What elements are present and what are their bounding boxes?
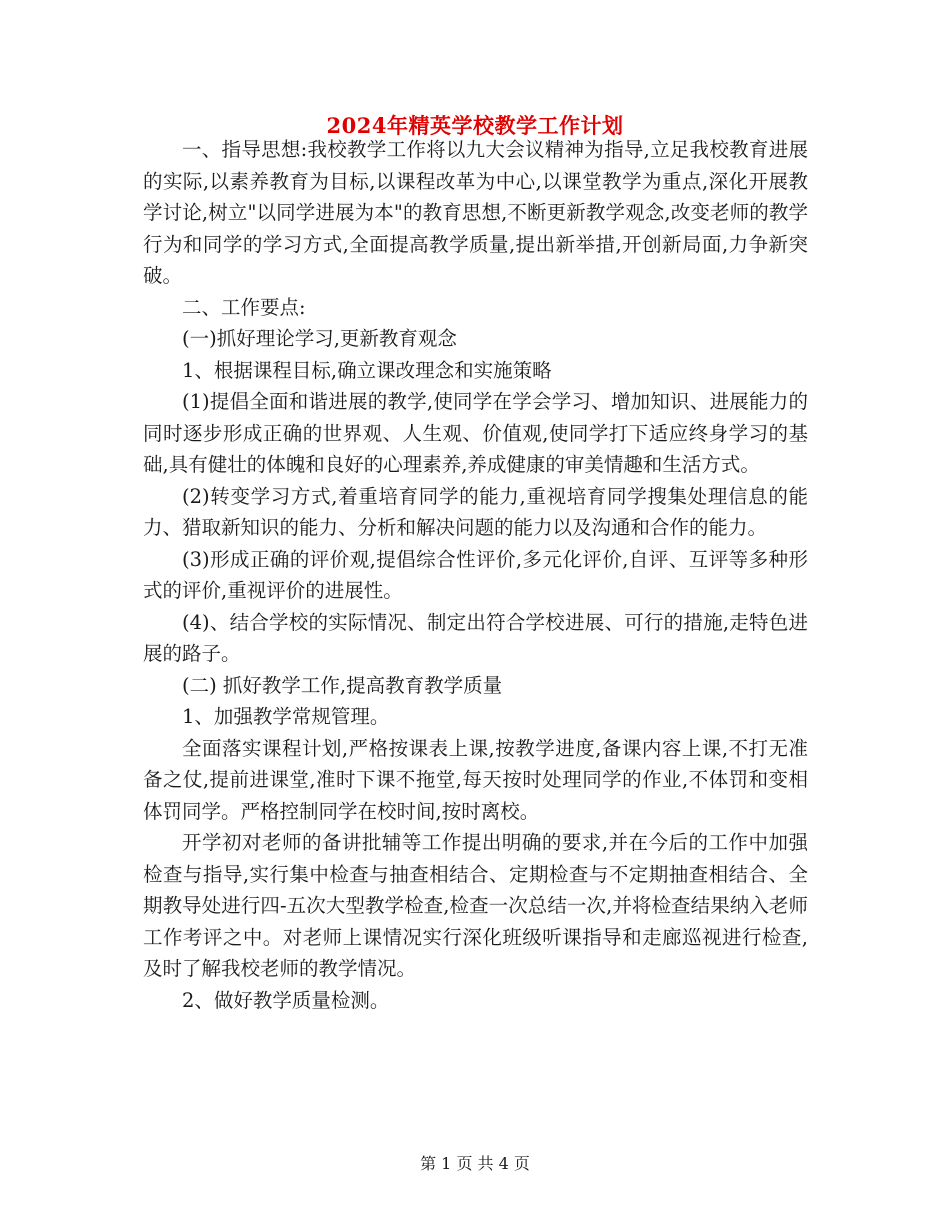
heading-item-1: 1、根据课程目标,确立课改理念和实施策略 <box>182 358 552 382</box>
heading-item-2-2: 2、做好教学质量检测。 <box>182 988 390 1012</box>
page-footer <box>0 1152 950 1176</box>
page-number: 第 1 页 共 4 页 <box>420 1154 530 1173</box>
paragraph-item-1-1: (1)提倡全面和谐进展的教学,使同学在学会学习、增加知识、进展能力的同时逐步形成正确的世界观、人生观、价值观,使同学打下适应终身学习的基础,具有健壮的体魄和良好的心理素养,养成健康的审美情趣和生活方式。 <box>143 390 808 476</box>
paragraph-guiding-ideology: 一、指导思想:我校教学工作将以九大会议精神为指导,立足我校教育进展的实际,以素养教育为目标,以课程改革为中心,以课堂教学为重点,深化开展教学讨论,树立"以同学进展为本"的教育思想,不断更新教学观念,改变老师的教学行为和同学的学习方式,全面提高教学质量,提出新举措,开创新局面,力争新突破。 <box>143 138 808 287</box>
paragraph-item-1-2: (2)转变学习方式,着重培育同学的能力,重视培育同学搜集处理信息的能力、猎取新知识的能力、分析和解决问题的能力以及沟通和合作的能力。 <box>143 484 808 539</box>
heading-section-1: (一)抓好理论学习,更新教育观念 <box>182 327 457 350</box>
heading-work-points: 二、工作要点: <box>182 295 306 319</box>
paragraph-item-1-3: (3)形成正确的评价观,提倡综合性评价,多元化评价,自评、互评等多种形式的评价,重视评价的进展性。 <box>143 547 808 602</box>
document-body <box>143 134 808 1016</box>
heading-item-2-1: 1、加强教学常规管理。 <box>182 705 390 728</box>
paragraph-curriculum: 全面落实课程计划,严格按课表上课,按教学进度,备课内容上课,不打无准备之仗,提前进课堂,准时下课不拖堂,每天按时处理同学的作业,不体罚和变相体罚同学。严格控制同学在校时间,按时离校。 <box>143 736 808 823</box>
paragraph-item-1-4: (4)、结合学校的实际情况、制定出符合学校进展、可行的措施,走特色进展的路子。 <box>143 610 808 665</box>
document-title: 2024年精英学校教学工作计划 <box>326 113 624 138</box>
paragraph-inspection: 开学初对老师的备讲批辅等工作提出明确的要求,并在今后的工作中加强检查与指导,实行集中检查与抽查相结合、定期检查与不定期抽查相结合、全期教导处进行四-五次大型教学检查,检查一次总结一次,并将检查结果纳入老师工作考评之中。对老师上课情况实行深化班级听课指导和走廊巡视进行检查,及时了解我校老师的教学情况。 <box>143 831 808 980</box>
heading-section-2: (二) 抓好教学工作,提高教育教学质量 <box>182 673 503 697</box>
